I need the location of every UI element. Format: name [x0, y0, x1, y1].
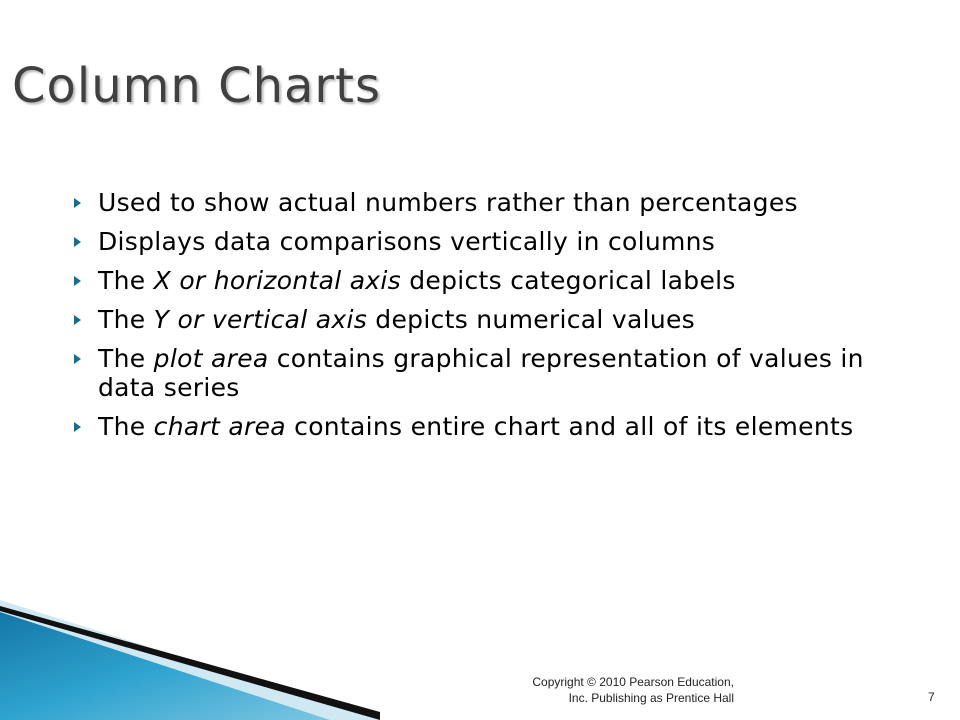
- bullet-item: [74, 305, 894, 334]
- bullet-list: [74, 188, 894, 451]
- corner-blue-wedge: [0, 612, 330, 720]
- copyright-line-2: Inc. Publishing as Prentice Hall: [568, 691, 734, 705]
- bullet-item: [74, 344, 894, 402]
- bullet-text: contains graphical representation of values in data series: [98, 344, 864, 402]
- bullet-text: The: [98, 412, 154, 441]
- bullet-item: [74, 227, 894, 256]
- triangle-right-icon: [74, 237, 81, 247]
- bullet-item: [74, 266, 894, 295]
- bullet-text: depicts numerical values: [367, 305, 695, 334]
- slide-title: Column Charts: [12, 58, 381, 114]
- page-number: 7: [928, 690, 935, 704]
- bullet-term: chart area: [153, 412, 286, 441]
- bullet-term: X or horizontal axis: [153, 266, 401, 295]
- bullet-item: [74, 188, 894, 217]
- bullet-text: Displays data comparisons vertically in columns: [98, 227, 716, 256]
- triangle-right-icon: [74, 198, 81, 208]
- bullet-term: Y or vertical axis: [153, 305, 368, 334]
- footer-copyright: [474, 674, 734, 706]
- bullet-term: plot area: [153, 344, 269, 373]
- triangle-right-icon: [74, 354, 81, 364]
- triangle-right-icon: [74, 422, 81, 432]
- corner-light-wedge: [0, 600, 380, 720]
- bullet-text: The: [98, 266, 154, 295]
- bullet-text: contains entire chart and all of its elements: [285, 412, 854, 441]
- bullet-text: Used to show actual numbers rather than percentages: [98, 188, 798, 217]
- bullet-text: The: [98, 305, 154, 334]
- copyright-line-1: Copyright © 2010 Pearson Education,: [532, 675, 734, 689]
- corner-dark-stripe: [0, 606, 380, 720]
- bullet-item: [74, 412, 894, 441]
- triangle-right-icon: [74, 276, 81, 286]
- bullet-text: depicts categorical labels: [400, 266, 736, 295]
- bullet-text: The: [98, 344, 154, 373]
- triangle-right-icon: [74, 315, 81, 325]
